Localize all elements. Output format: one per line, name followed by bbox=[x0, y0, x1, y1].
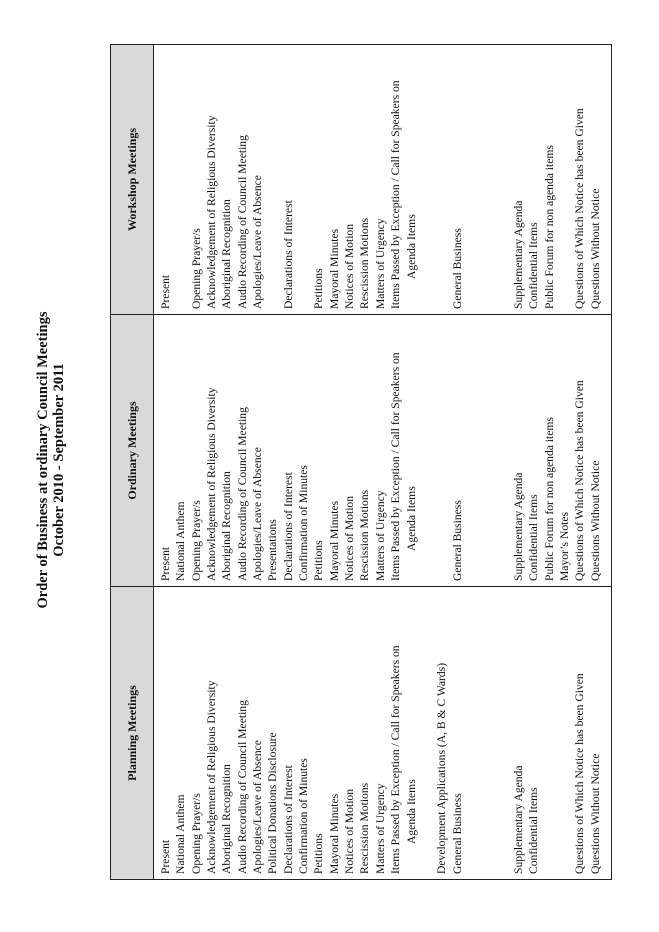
agenda-item: Matters of Urgency bbox=[373, 783, 387, 874]
agenda-item: Aboriginal Recognition bbox=[220, 764, 234, 874]
agenda-item: Development Applications (A, B & C Wards) bbox=[435, 662, 449, 874]
agenda-item: National Anthem bbox=[174, 501, 188, 581]
agenda-item: Confidential Items bbox=[527, 787, 541, 874]
agenda-item: Political Donations Disclosure bbox=[266, 732, 280, 874]
agenda-item: Mayoral Minutes bbox=[327, 228, 341, 309]
agenda-item: Present bbox=[159, 546, 172, 581]
agenda-item: Mayoral Minutes bbox=[327, 793, 341, 874]
agenda-item: Opening Prayer/s bbox=[189, 500, 203, 581]
order-of-business-table bbox=[110, 44, 612, 880]
column-workshop-meetings bbox=[111, 45, 611, 315]
agenda-item: Items Passed by Exception / Call for Speakers on bbox=[389, 80, 403, 309]
blank-line bbox=[419, 319, 434, 581]
title-line-1: Order of Business at ordinary Council Meetings bbox=[35, 311, 51, 609]
blank-line bbox=[496, 49, 511, 309]
agenda-item: Questions Without Notice bbox=[588, 753, 602, 874]
blank-line bbox=[434, 319, 449, 581]
blank-line bbox=[496, 319, 511, 581]
agenda-item: Notices of Motion bbox=[343, 223, 357, 309]
agenda-item: Audio Recording of Council Meeting bbox=[235, 135, 249, 309]
agenda-item: Supplementary Agenda bbox=[511, 200, 525, 309]
agenda-item: Questions Without Notice bbox=[588, 188, 602, 309]
agenda-item: Notices of Motion bbox=[343, 788, 357, 874]
blank-line bbox=[480, 591, 495, 874]
agenda-item: General Business bbox=[450, 228, 464, 309]
agenda-item: Public Forum for non agenda items bbox=[542, 417, 556, 581]
agenda-item: Audio Recording of Council Meeting bbox=[235, 407, 249, 581]
column-header-planning: Planning Meetings bbox=[111, 587, 154, 879]
column-ordinary-meetings bbox=[111, 315, 611, 587]
blank-line bbox=[557, 49, 572, 309]
agenda-item: Supplementary Agenda bbox=[511, 765, 525, 874]
blank-line bbox=[542, 591, 557, 874]
agenda-item: Petitions bbox=[312, 268, 326, 309]
agenda-item: Opening Prayer/s bbox=[189, 228, 203, 309]
blank-line bbox=[296, 49, 311, 309]
agenda-item: Confirmation of Minutes bbox=[297, 758, 311, 874]
agenda-item: Supplementary Agenda bbox=[511, 472, 525, 581]
agenda-item: Confidential Items bbox=[527, 494, 541, 581]
column-planning-meetings bbox=[111, 587, 611, 879]
agenda-item: Acknowledgement of Religious Diversity bbox=[205, 387, 219, 581]
column-body-planning bbox=[154, 587, 603, 879]
agenda-item: Agenda Items bbox=[404, 214, 418, 279]
blank-line bbox=[480, 49, 495, 309]
blank-line bbox=[265, 49, 280, 309]
agenda-item: Rescission Motions bbox=[358, 217, 372, 309]
agenda-item: Apologies/Leave of Absence bbox=[251, 175, 265, 309]
agenda-item: Petitions bbox=[312, 833, 326, 874]
column-header-ordinary: Ordinary Meetings bbox=[111, 315, 154, 586]
agenda-item: National Anthem bbox=[174, 794, 188, 874]
document-title bbox=[35, 40, 67, 880]
agenda-item: Audio Recording of Council Meeting bbox=[235, 700, 249, 874]
agenda-item: Rescission Motions bbox=[358, 782, 372, 874]
title-line-2: October 2010 - September 2011 bbox=[51, 363, 67, 557]
agenda-item: Confidential Items bbox=[527, 222, 541, 309]
agenda-item: Agenda Items bbox=[404, 486, 418, 551]
blank-line bbox=[465, 591, 480, 874]
blank-line bbox=[480, 319, 495, 581]
agenda-item: Public Forum for non agenda items bbox=[542, 145, 556, 309]
agenda-item: General Business bbox=[450, 793, 464, 874]
agenda-item: Petitions bbox=[312, 540, 326, 581]
agenda-item: Items Passed by Exception / Call for Speakers on bbox=[389, 352, 403, 581]
agenda-item: Declarations of Interest bbox=[281, 765, 295, 874]
agenda-item: Agenda Items bbox=[404, 779, 418, 844]
agenda-item: Mayor’s Notes bbox=[557, 511, 571, 581]
agenda-item: Confirmation of Minutes bbox=[297, 465, 311, 581]
agenda-item: Presentations bbox=[266, 519, 280, 581]
blank-line bbox=[557, 591, 572, 874]
agenda-item: Apologies/Leave of Absence bbox=[251, 447, 265, 581]
agenda-item: Apologies/Leave of Absence bbox=[251, 740, 265, 874]
blank-line bbox=[465, 319, 480, 581]
column-header-workshop: Workshop Meetings bbox=[111, 45, 154, 314]
agenda-item: Present bbox=[159, 839, 172, 874]
blank-line bbox=[465, 49, 480, 309]
agenda-item: Questions of Which Notice has been Given bbox=[573, 108, 587, 309]
agenda-item: Declarations of Interest bbox=[281, 472, 295, 581]
agenda-item: Aboriginal Recognition bbox=[220, 199, 234, 309]
agenda-item: Present bbox=[159, 274, 172, 309]
agenda-item: Acknowledgement of Religious Diversity bbox=[205, 680, 219, 874]
agenda-item: Declarations of Interest bbox=[281, 200, 295, 309]
blank-line bbox=[419, 591, 434, 874]
agenda-item: Aboriginal Recognition bbox=[220, 471, 234, 581]
agenda-item: Opening Prayer/s bbox=[189, 793, 203, 874]
agenda-item: Rescission Motions bbox=[358, 489, 372, 581]
agenda-item: Acknowledgement of Religious Diversity bbox=[205, 115, 219, 309]
blank-line bbox=[173, 49, 188, 309]
agenda-item: Matters of Urgency bbox=[373, 218, 387, 309]
agenda-item: Notices of Motion bbox=[343, 495, 357, 581]
blank-line bbox=[434, 49, 449, 309]
rotated-page bbox=[35, 40, 615, 880]
agenda-item: Questions Without Notice bbox=[588, 460, 602, 581]
blank-line bbox=[496, 591, 511, 874]
agenda-item: General Business bbox=[450, 500, 464, 581]
agenda-item: Matters of Urgency bbox=[373, 490, 387, 581]
column-body-ordinary bbox=[154, 315, 603, 586]
column-body-workshop bbox=[154, 45, 603, 314]
blank-line bbox=[419, 49, 434, 309]
agenda-item: Items Passed by Exception / Call for Speakers on bbox=[389, 645, 403, 874]
agenda-item: Questions of Which Notice has been Given bbox=[573, 673, 587, 874]
agenda-item: Questions of Which Notice has been Given bbox=[573, 380, 587, 581]
agenda-item: Mayoral Minutes bbox=[327, 500, 341, 581]
